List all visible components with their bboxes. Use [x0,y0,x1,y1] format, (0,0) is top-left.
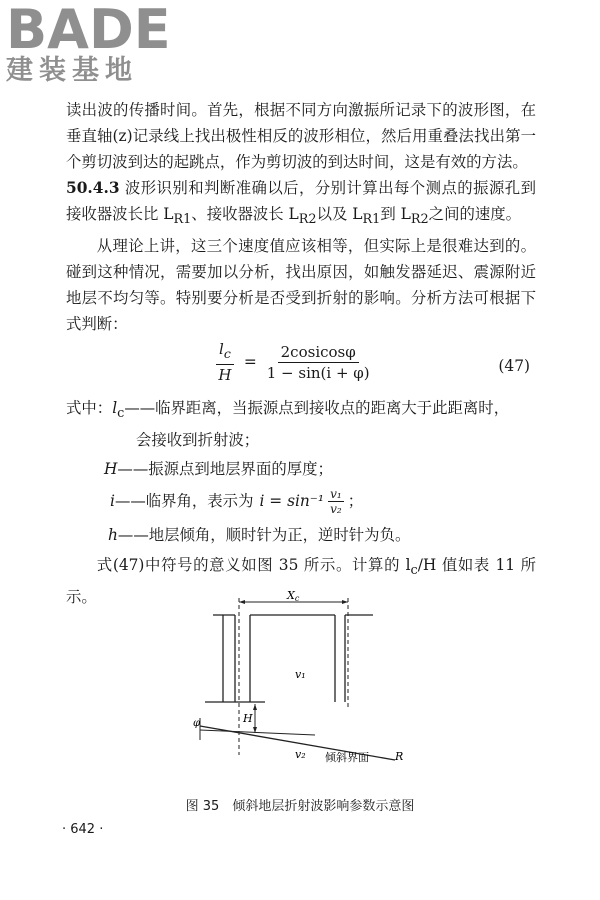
def-phi [66,522,536,548]
i-num: v₁ [330,486,342,501]
i-den: v₂ [330,501,342,516]
paragraph-2 [66,175,536,233]
equals-sign: = [243,353,257,372]
h-arrowhead-top [253,704,257,710]
def-lc [66,395,536,427]
equation-47 [66,339,536,395]
p2-sub1: R1 [173,212,192,228]
label-v1: v₁ [295,668,306,681]
logo-subtitle: 建装基地 [6,55,138,86]
label-xc: Xc [287,589,300,603]
paragraph-3: 从理论上讲，这三个速度值应该相等，但实际上是很难达到的。碰到这种情况，需要加以分析，找出原因，如触发器延迟、震源附近地层不均匀等。特别要分析是否受到折射的影响。分析方法可根据下式判断： [66,237,536,334]
h-symbol: H [104,460,118,479]
figure-caption: 图 35 倾斜地层折射波影响参数示意图 [185,799,415,814]
i-end: ； [347,492,364,511]
lhs-fraction [216,339,234,385]
p2-mid2: 以及 L [316,205,363,223]
p4-end: /H 值如表 11 所示。 [66,556,536,607]
def-i [66,484,536,518]
rhs-fraction [267,342,370,383]
label-h: H [243,712,253,725]
i-formula: i = sin⁻¹ [259,492,325,511]
lc-sub: c [117,406,125,422]
logo-mark: BADE [6,0,171,61]
page-content [66,97,536,610]
lc-symbol: l [112,399,118,418]
i-symbol: i [110,492,115,511]
p2-sub2: R2 [298,212,317,228]
equation-number: (47) [498,357,530,376]
xc-arrowhead-right [342,600,348,604]
rhs-den: 1 − sin(i + φ) [266,363,370,382]
symbol-definitions [66,395,536,548]
p2-sub4: R2 [410,212,429,228]
label-r: R [395,750,404,763]
i-text: ——临界角，表示为 [114,492,254,511]
lhs-num: l [219,340,224,359]
lhs-den: H [218,366,232,385]
phi-symbol: h [108,526,118,545]
label-v2: v₂ [295,748,306,761]
label-phi: φ [193,718,201,729]
p2-sub3: R1 [362,212,381,228]
def-h [66,456,536,482]
i-fraction [328,487,344,516]
lc-text: ——临界距离，当振源点到接收点的距离大于此距离时， [124,399,510,418]
p2-mid: 、接收器波长 L [191,205,299,223]
page-number: · 642 · [62,822,104,837]
xc-arrowhead-left [239,600,245,604]
p2-text: 波形识别和判断准确以后，分别计算出每个测点的振源孔到接收器波长比 L [66,179,536,223]
lhs-num-sub: c [223,346,231,362]
section-number: 50.4.3 [66,179,120,197]
lc-continuation: 会接收到折射波； [136,431,260,450]
p2-end: 之间的速度。 [428,205,522,223]
horizontal-reference [200,730,315,735]
logo [6,2,196,86]
defs-lead: 式中： [66,399,113,418]
h-text: ——振源点到地层界面的厚度； [117,460,333,479]
phi-text: ——地层倾角，顺时针为正，逆时针为负。 [117,526,411,545]
figure-35-diagram [195,590,415,780]
paragraph-1: 读出波的传播时间。首先，根据不同方向激振所记录下的波形图，在垂直轴(z)记录线上找出极性相反的波形相位，然后用重叠法找出第一个剪切波到达的起跳点，作为剪切波的到达时间，这是有效的方法。 [66,101,536,171]
p4-sub: c [410,563,418,579]
p4-text: 式(47)中符号的意义如图 35 所示。计算的 l [96,556,411,575]
p2-mid3: 到 L [380,205,411,223]
label-interface: 倾斜界面 [325,751,369,764]
rhs-num: 2cosicosφ [278,342,359,363]
